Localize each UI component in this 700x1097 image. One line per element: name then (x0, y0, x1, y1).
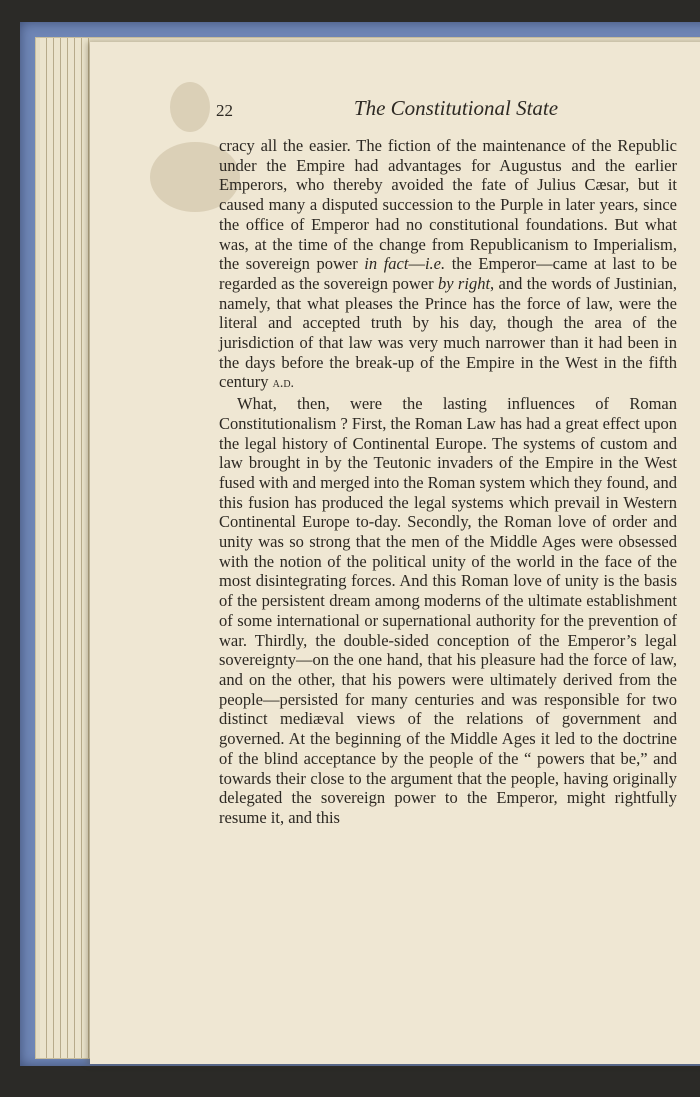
italic-text: by right (437, 273, 491, 293)
paragraph (219, 136, 677, 394)
page-header (216, 96, 656, 126)
running-head: The Constitutional State (353, 96, 559, 120)
text-run: cracy all the easier. The fiction of the maintenance of the Republic under the Empire had advantages for Augustus and the earlier Emperors, who thereby avoided the fate of Julius Cæsar, but it caused many a disputed succession to the Purple in later years, since the office of Emperor had no constitutional foundations. But what was, at the time of the change from Republicanism to Imperialism, the sovereign power (219, 136, 677, 274)
page-number: 22 (216, 101, 233, 120)
body-text (219, 136, 677, 828)
text-run: What, then, were the lasting influences of Roman Constitutionalism ? First, the Roman Law has had a great effect upon the legal history of Continental Europe. The systems of custom and law brought in by the Teutonic invaders of the Empire in the West fused with and merged into the Roman system which they found, and this fusion has produced the legal systems which prevail in Western Continental Europe to-day. Secondly, the Roman love of order and unity was so strong that the men of the Middle Ages were obsessed with the notion of the political unity of the world in the face of the most disintegrating forces. And this Roman love of unity is the basis of the persistent dream among moderns of the ultimate establishment of some international or supernational authority for the prevention of war. Thirdly, the double-sided conception of the Emperor’s legal sovereignty—on the one hand, that his pleasure had the force of law, and on the other, that his powers were ultimately derived from the people—persisted for many centuries and was responsible for two distinct mediæval views of the relations of government and governed. At the beginning of the Middle Ages it led to the doctrine of the blind acceptance by the people of the “ powers that be,” and towards their close to the argument that the people, having originally delegated the sovereign power to the Emperor, might rightfully resume it, and this (219, 394, 677, 827)
small-caps-text: a.d. (272, 376, 295, 392)
text-run: the Emperor—came at last to be regarded as the sovereign power (219, 254, 677, 293)
text-run: , and the words of Justinian, namely, that what pleases the Prince has the force of law, were the literal and accepted truth by his day, though the area of the jurisdiction of that law was very much narrower than it had been in the days before the break-up of the Empire in the West in the fifth century (219, 273, 677, 392)
paragraph (219, 394, 677, 827)
italic-text: i.e. (424, 254, 446, 274)
text-run: — (408, 254, 425, 274)
italic-text: in fact (364, 254, 409, 274)
